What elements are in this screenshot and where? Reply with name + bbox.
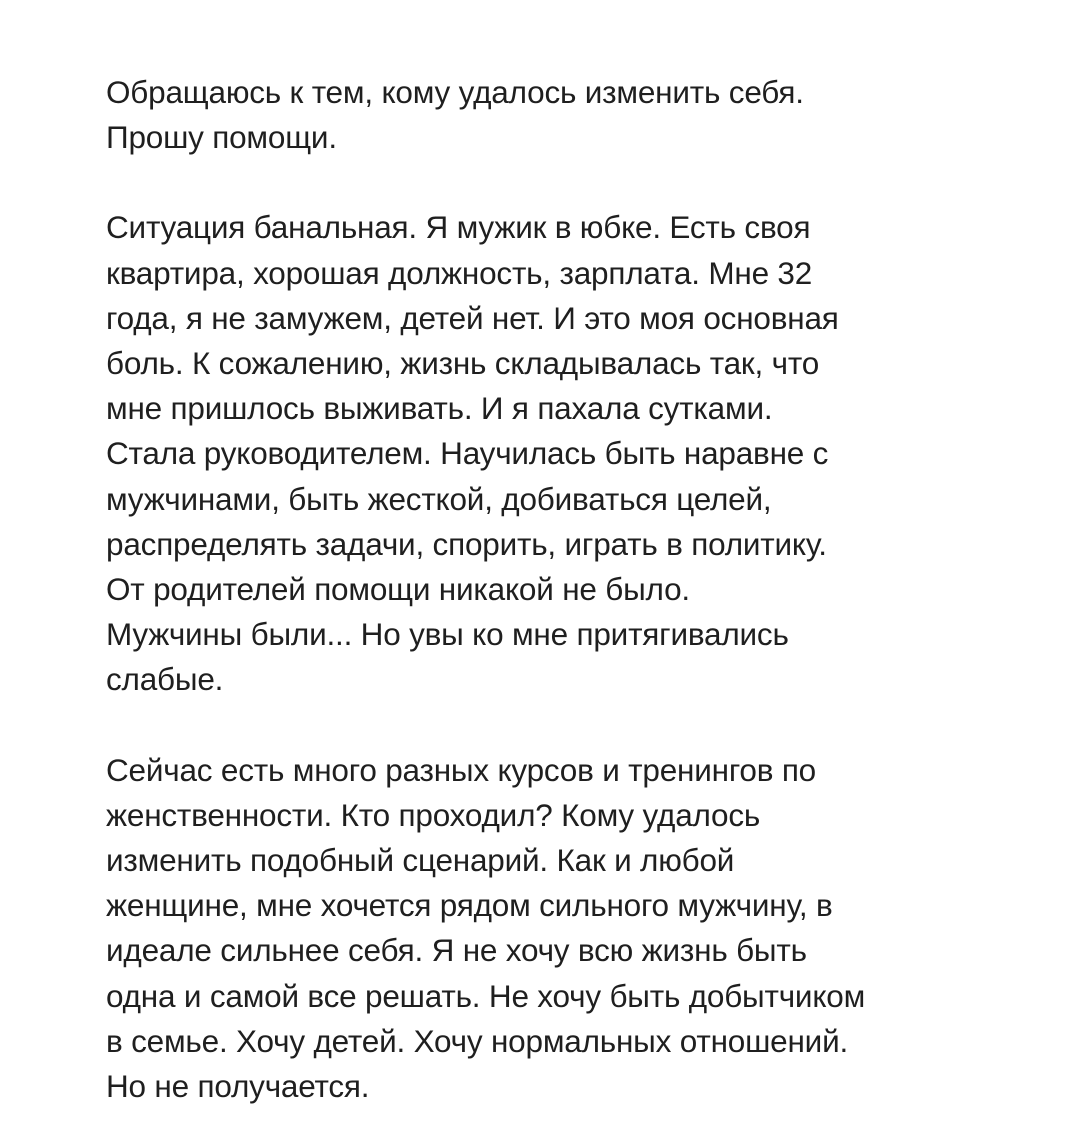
text-line: квартира, хорошая должность, зарплата. Мне 32 [106,254,813,291]
text-line: в семье. Хочу детей. Хочу нормальных отношений. [106,1022,849,1059]
text-line: женщине, мне хочется рядом сильного мужчину, в [106,887,833,924]
text-line: Но не получается. [106,1068,370,1105]
text-line: От родителей помощи никакой не было. [106,571,690,608]
text-line: боль. К сожалению, жизнь складывалась так, что [106,345,820,382]
text-line: Обращаюсь к тем, кому удалось изменить себя. [106,74,804,110]
text-line: года, я не замужем, детей нет. И это моя основная [106,299,839,336]
text-line: распределять задачи, спорить, играть в политику. [106,525,827,562]
paragraph-situation [106,205,1020,702]
text-line: Сейчас есть много разных курсов и тренингов по [106,751,816,788]
text-line: Мужчины были... Но увы ко мне притягивались [106,616,789,653]
text-line: мужчинами, быть жесткой, добиваться целей, [106,480,772,517]
text-line: женственности. Кто проходил? Кому удалось [106,796,761,833]
text-line: изменить подобный сценарий. Как и любой [106,842,735,879]
text-line: Стала руководителем. Научилась быть наравне с [106,435,829,472]
text-line: слабые. [106,661,224,698]
text-line: Ситуация банальная. Я мужик в юбке. Есть своя [106,209,811,246]
text-line: мне пришлось выживать. И я пахала сутками. [106,390,773,427]
text-line: идеале сильнее себя. Я не хочу всю жизнь быть [106,932,807,969]
paragraph-intro [106,70,1020,160]
text-line: Прошу помощи. [106,119,337,156]
text-line: одна и самой все решать. Не хочу быть добытчиком [106,977,866,1014]
paragraph-request [106,748,1020,1110]
